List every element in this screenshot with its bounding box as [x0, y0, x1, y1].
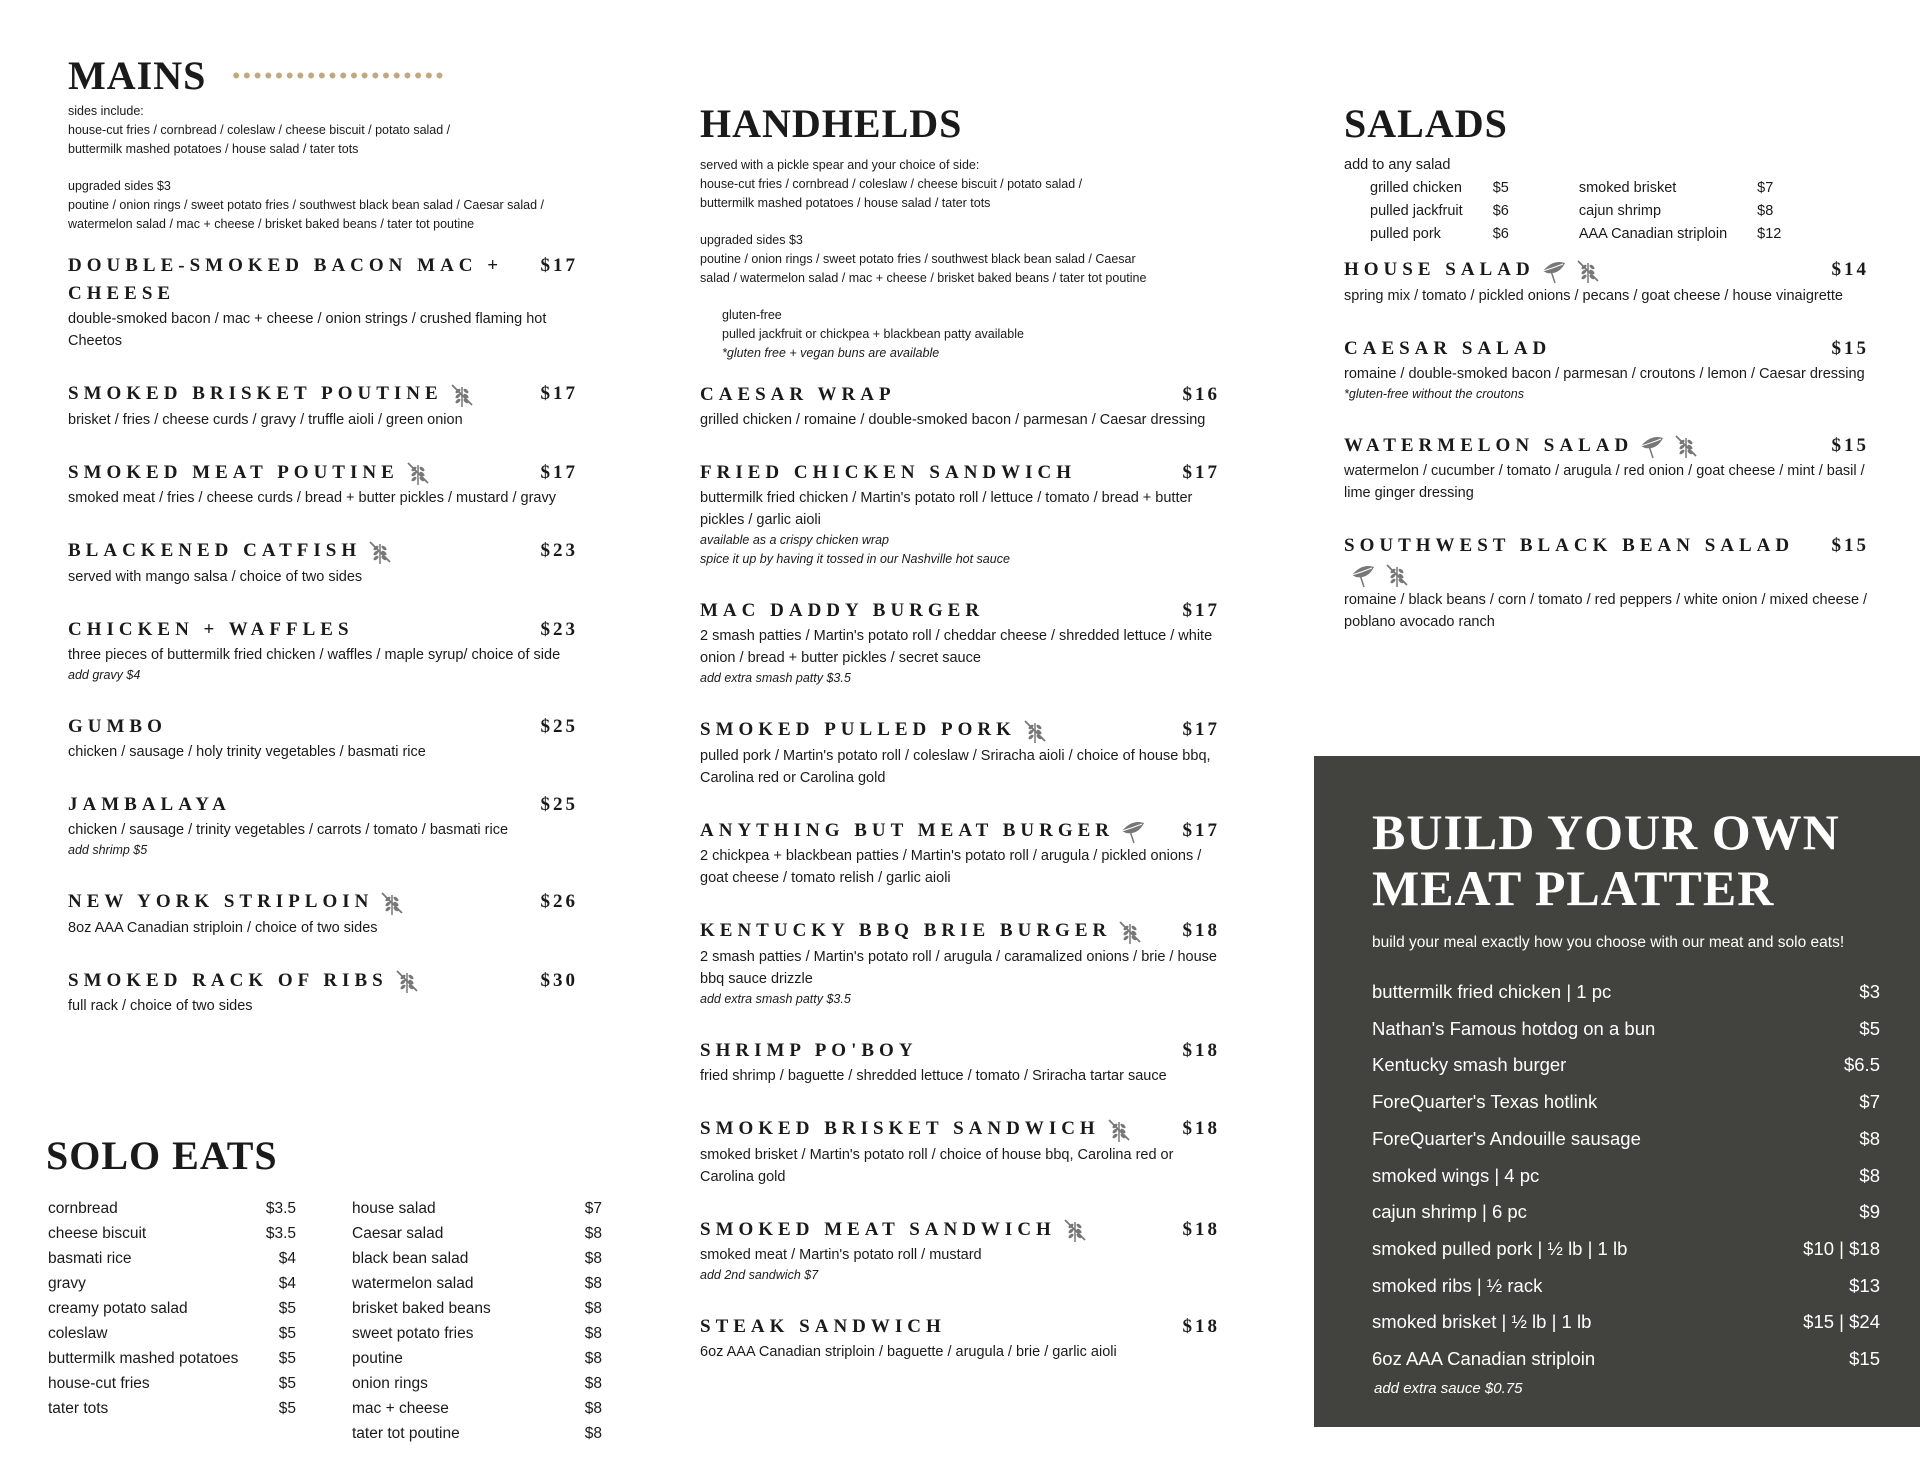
- sides-line: house-cut fries / cornbread / coleslaw / cheese biscuit / potato salad /: [68, 123, 451, 137]
- price-row: [1372, 1341, 1880, 1378]
- price-row: [1372, 974, 1880, 1011]
- item-name-row: [700, 1115, 1220, 1144]
- item-name: DOUBLE-SMOKED BACON MAC + CHEESE: [68, 255, 504, 304]
- price-row: [352, 1346, 602, 1371]
- item-note: add 2nd sandwich $7: [700, 1268, 819, 1283]
- addon-row: [1370, 200, 1811, 223]
- row-name: coleslaw: [48, 1325, 108, 1342]
- item-price: $17: [540, 461, 578, 483]
- gluten-free-icon: [392, 967, 422, 995]
- sides-label: served with a pickle spear and your choice of side:: [700, 158, 980, 172]
- item-name-row: [68, 967, 578, 996]
- platter-subtitle: build your meal exactly how you choose with our meat and solo eats!: [1372, 934, 1845, 951]
- row-price: $8: [1859, 1164, 1880, 1186]
- menu-item: [68, 616, 578, 685]
- row-price: $5: [278, 1325, 296, 1342]
- item-name: HOUSE SALAD: [1344, 259, 1535, 280]
- menu-item: [68, 380, 578, 431]
- row-name: Kentucky smash burger: [1372, 1054, 1567, 1076]
- row-name: smoked pulled pork | ½ lb | 1 lb: [1372, 1237, 1628, 1259]
- row-price: $8: [584, 1400, 602, 1417]
- price-row: [48, 1346, 296, 1371]
- solo-eats-right-list: [352, 1196, 602, 1446]
- price-row: [1372, 1194, 1880, 1231]
- row-price: $8: [584, 1425, 602, 1442]
- item-description: brisket / fries / cheese curds / gravy / truffle aioli / green onion: [68, 411, 463, 428]
- row-price: $8: [584, 1225, 602, 1242]
- row-name: watermelon salad: [352, 1275, 474, 1292]
- handhelds-section: [700, 101, 1220, 1391]
- item-name: CHICKEN + WAFFLES: [68, 618, 354, 640]
- row-price: $8: [584, 1350, 602, 1367]
- gluten-free-icon: [1115, 918, 1145, 946]
- sides-line: house-cut fries / cornbread / coleslaw / cheese biscuit / potato salad /: [700, 177, 1083, 191]
- item-name: FRIED CHICKEN SANDWICH: [700, 462, 1077, 483]
- menu-item: [700, 597, 1220, 688]
- item-name-row: [68, 537, 578, 566]
- item-price: $18: [1182, 1316, 1220, 1338]
- item-note: *gluten-free without the croutons: [1344, 386, 1524, 401]
- item-description: full rack / choice of two sides: [68, 998, 253, 1015]
- item-price: $18: [1182, 1117, 1220, 1139]
- item-price: $25: [540, 715, 578, 737]
- row-name: Nathan's Famous hotdog on a bun: [1372, 1017, 1656, 1039]
- item-name: STEAK SANDWICH: [700, 1316, 946, 1338]
- menu-item: [700, 1037, 1220, 1087]
- row-price: $5: [278, 1400, 296, 1417]
- item-name-row: [1344, 432, 1869, 461]
- item-name: KENTUCKY BBQ BRIE BURGER: [700, 920, 1112, 942]
- menu-item: [68, 537, 578, 588]
- salads-title: SALADS: [1344, 101, 1508, 146]
- salads-section: [1344, 101, 1874, 661]
- row-name: creamy potato salad: [48, 1300, 188, 1317]
- item-price: $18: [1182, 920, 1220, 942]
- item-name-row: [68, 713, 578, 741]
- gluten-free-icon: [365, 538, 395, 566]
- row-name: smoked wings | 4 pc: [1372, 1164, 1540, 1186]
- menu-item: [700, 716, 1220, 789]
- row-price: $4: [278, 1250, 296, 1267]
- gluten-free-icon: [1104, 1116, 1134, 1144]
- row-price: $7: [584, 1200, 602, 1217]
- row-price: $4: [278, 1275, 296, 1292]
- row-price: $3.5: [265, 1225, 296, 1242]
- row-price: $8: [584, 1300, 602, 1317]
- menu-item: [68, 252, 578, 352]
- menu-item: [700, 1313, 1220, 1363]
- menu-item: [700, 381, 1220, 431]
- addon-row: [1370, 177, 1811, 200]
- row-name: ForeQuarter's Texas hotlink: [1372, 1091, 1598, 1113]
- platter-item-list: [1372, 974, 1880, 1378]
- item-price: $17: [540, 383, 578, 404]
- item-note: add extra smash patty $3.5: [700, 671, 851, 685]
- solo-eats-section: [46, 1133, 646, 1442]
- item-price: $17: [540, 255, 578, 276]
- row-price: $9: [1859, 1201, 1880, 1223]
- row-price: $10 | $18: [1803, 1237, 1880, 1259]
- item-name-row: [700, 1216, 1220, 1245]
- gluten-free-note: *gluten free + vegan buns are available: [722, 346, 940, 360]
- menu-item: [68, 967, 578, 1018]
- price-row: [352, 1396, 602, 1421]
- item-name-row: [68, 791, 578, 819]
- price-row: [352, 1371, 602, 1396]
- menu-item: [700, 917, 1220, 1009]
- addons-table: [1370, 177, 1811, 246]
- item-price: $15: [1831, 535, 1869, 557]
- row-name: onion rings: [352, 1375, 428, 1392]
- item-name-row: [1344, 532, 1869, 589]
- row-price: $15 | $24: [1803, 1311, 1880, 1333]
- addon-name: cajun shrimp: [1578, 203, 1662, 219]
- row-price: $3: [1859, 981, 1880, 1002]
- item-name: SMOKED PULLED PORK: [700, 719, 1016, 740]
- item-name: SMOKED BRISKET SANDWICH: [700, 1117, 1100, 1139]
- item-name-row: [68, 380, 578, 409]
- item-name-row: [700, 716, 1220, 745]
- addon-price: $12: [1757, 226, 1782, 242]
- vegetarian-leaf-icon: [1348, 561, 1378, 589]
- price-row: [1372, 1084, 1880, 1121]
- gluten-free-icon: [1382, 561, 1412, 589]
- row-name: tater tots: [48, 1400, 109, 1417]
- solo-eats-title: SOLO EATS: [46, 1133, 278, 1178]
- platter-title: [1372, 804, 1840, 916]
- addon-name: smoked brisket: [1578, 180, 1677, 196]
- vegetarian-leaf-icon: [1539, 257, 1569, 285]
- menu-item: [1344, 256, 1869, 307]
- item-price: $17: [1182, 819, 1220, 841]
- handhelds-title: HANDHELDS: [700, 101, 963, 146]
- salads-item-list: [1344, 256, 1869, 633]
- price-row: [48, 1396, 296, 1421]
- item-description: chicken / sausage / trinity vegetables / carrots / tomato / basmati rice: [68, 821, 509, 838]
- row-name: buttermilk mashed potatoes: [48, 1350, 239, 1367]
- row-name: Caesar salad: [352, 1225, 444, 1242]
- price-row: [48, 1321, 296, 1346]
- item-name: SMOKED BRISKET POUTINE: [68, 383, 443, 404]
- item-price: $15: [1831, 337, 1869, 359]
- item-name-row: [700, 817, 1220, 846]
- item-name-row: [700, 917, 1220, 946]
- solo-eats-left-list: [48, 1196, 296, 1421]
- item-name: SHRIMP PO'BOY: [700, 1039, 918, 1061]
- price-row: [352, 1296, 602, 1321]
- item-description: 2 chickpea + blackbean patties / Martin's potato roll / arugula / pickled onions / goat cheese / tomato relish / garlic aioli: [700, 848, 1202, 887]
- price-row: [1372, 1304, 1880, 1341]
- item-name-row: [68, 888, 578, 917]
- row-name: poutine: [352, 1350, 403, 1367]
- item-price: $25: [540, 793, 578, 815]
- row-price: $5: [1859, 1017, 1880, 1039]
- upgraded-sides-line: salad / watermelon salad / mac + cheese / brisket baked beans / tater tot poutine: [700, 271, 1147, 285]
- item-name: CAESAR WRAP: [700, 384, 896, 405]
- item-description: chicken / sausage / holy trinity vegetables / basmati rice: [68, 743, 426, 760]
- price-row: [48, 1196, 296, 1221]
- row-name: sweet potato fries: [352, 1325, 474, 1342]
- row-price: $5: [278, 1350, 296, 1367]
- mains-title: MAINS: [68, 53, 207, 98]
- menu-item: [68, 459, 578, 510]
- decorative-dots: ••••••••••••••••••••: [232, 63, 447, 88]
- item-name: WATERMELON SALAD: [1344, 434, 1634, 456]
- item-name: ANYTHING BUT MEAT BURGER: [700, 819, 1115, 841]
- gluten-free-icon: [1573, 257, 1603, 285]
- menu-item: [700, 1216, 1220, 1286]
- item-description: romaine / black beans / corn / tomato / red peppers / white onion / mixed cheese / poblano avocado ranch: [1344, 591, 1868, 630]
- row-price: $8: [584, 1325, 602, 1342]
- item-price: $23: [540, 618, 578, 640]
- item-description: 6oz AAA Canadian striploin / baguette / arugula / brie / garlic aioli: [700, 1344, 1117, 1361]
- item-name-row: [1344, 256, 1869, 285]
- item-price: $17: [1182, 462, 1220, 483]
- item-description: grilled chicken / romaine / double-smoked bacon / parmesan / Caesar dressing: [700, 412, 1206, 428]
- price-row: [1372, 1268, 1880, 1305]
- addon-name: pulled jackfruit: [1370, 203, 1463, 219]
- item-price: $18: [1182, 1218, 1220, 1240]
- item-price: $30: [540, 969, 578, 991]
- item-name: GUMBO: [68, 715, 167, 737]
- row-name: ForeQuarter's Andouille sausage: [1372, 1127, 1641, 1149]
- gluten-free-icon: [403, 459, 433, 487]
- row-price: $5: [278, 1375, 296, 1392]
- item-price: $17: [1182, 719, 1220, 740]
- price-row: [48, 1221, 296, 1246]
- price-row: [1372, 1158, 1880, 1195]
- addon-name: grilled chicken: [1370, 180, 1462, 196]
- row-name: house salad: [352, 1200, 436, 1217]
- item-description: smoked meat / fries / cheese curds / bread + butter pickles / mustard / gravy: [68, 490, 556, 507]
- item-name: JAMBALAYA: [68, 793, 231, 815]
- item-description: three pieces of buttermilk fried chicken / waffles / maple syrup/ choice of side: [68, 646, 561, 663]
- price-row: [1372, 1047, 1880, 1084]
- handhelds-item-list: [700, 381, 1220, 1363]
- row-price: $8: [1859, 1127, 1880, 1149]
- row-name: brisket baked beans: [352, 1300, 491, 1317]
- price-row: [1372, 1231, 1880, 1268]
- row-name: house-cut fries: [48, 1375, 150, 1392]
- row-name: tater tot poutine: [352, 1425, 460, 1442]
- item-description: buttermilk fried chicken / Martin's potato roll / lettuce / tomato / bread + butter pickles / garlic aioli: [700, 490, 1193, 528]
- row-name: mac + cheese: [352, 1400, 449, 1417]
- item-note: add shrimp $5: [68, 842, 148, 857]
- item-description: double-smoked bacon / mac + cheese / onion strings / crushed flaming hot Cheetos: [68, 311, 547, 349]
- gluten-free-icon: [1060, 1216, 1090, 1244]
- upgraded-sides-label: upgraded sides $3: [700, 233, 803, 247]
- item-name: SMOKED RACK OF RIBS: [68, 969, 388, 991]
- item-name-row: [1344, 335, 1869, 363]
- row-name: gravy: [48, 1275, 86, 1292]
- addon-name: pulled pork: [1370, 226, 1441, 242]
- price-row: [352, 1421, 602, 1446]
- menu-item: [700, 459, 1220, 569]
- item-name-row: [68, 459, 578, 488]
- addons-label: add to any salad: [1344, 157, 1451, 173]
- menu-item: [1344, 532, 1869, 633]
- item-name: SMOKED MEAT POUTINE: [68, 461, 399, 483]
- menu-item: [1344, 432, 1869, 505]
- mains-item-list: [68, 252, 578, 1017]
- item-price: $17: [1182, 600, 1220, 621]
- row-name: cheese biscuit: [48, 1225, 147, 1242]
- addon-price: $6: [1492, 226, 1509, 242]
- row-name: cajun shrimp | 6 pc: [1372, 1201, 1527, 1223]
- row-price: $3.5: [265, 1200, 296, 1217]
- vegetarian-leaf-icon: [1637, 432, 1667, 460]
- item-name: BLACKENED CATFISH: [68, 540, 362, 562]
- item-name-row: [700, 1313, 1220, 1341]
- gluten-free-icon: [377, 889, 407, 917]
- item-note: add gravy $4: [68, 667, 141, 682]
- item-description: 2 smash patties / Martin's potato roll / arugula / caramalized onions / brie / house bbq sauce drizzle: [700, 948, 1217, 987]
- row-price: $13: [1849, 1274, 1880, 1296]
- vegetarian-leaf-icon: [1118, 817, 1148, 845]
- price-row: [48, 1271, 296, 1296]
- row-price: $8: [584, 1250, 602, 1267]
- upgraded-sides-line: watermelon salad / mac + cheese / brisket baked beans / tater tot poutine: [68, 217, 475, 231]
- item-price: $26: [540, 890, 578, 912]
- upgraded-sides-line: poutine / onion rings / sweet potato fries / southwest black bean salad / Caesar: [700, 252, 1136, 266]
- item-price: $23: [540, 540, 578, 562]
- row-name: 6oz AAA Canadian striploin: [1372, 1348, 1596, 1370]
- item-name-row: [68, 252, 578, 308]
- sides-line: buttermilk mashed potatoes / house salad / tater tots: [700, 196, 991, 210]
- item-description: smoked meat / Martin's potato roll / mustard: [700, 1247, 982, 1264]
- salad-addons: [1344, 154, 1874, 246]
- addon-row: [1370, 223, 1811, 246]
- item-name-row: [68, 616, 578, 644]
- price-row: [352, 1246, 602, 1271]
- item-name-row: [700, 597, 1220, 625]
- item-price: $16: [1182, 384, 1220, 405]
- item-name: SOUTHWEST BLACK BEAN SALAD: [1344, 535, 1795, 557]
- sides-line: buttermilk mashed potatoes / house salad / tater tots: [68, 142, 359, 156]
- gluten-free-icon: [447, 381, 477, 409]
- mains-section: [68, 53, 588, 1045]
- addon-price: $6: [1492, 203, 1509, 219]
- platter-title-line: MEAT PLATTER: [1372, 860, 1775, 916]
- menu-item: [68, 791, 578, 860]
- meat-platter-panel: [1314, 756, 1920, 1427]
- item-name-row: [700, 459, 1220, 487]
- price-row: [48, 1296, 296, 1321]
- item-description: smoked brisket / Martin's potato roll / choice of house bbq, Carolina red or Carolina gold: [700, 1146, 1174, 1185]
- row-name: smoked ribs | ½ rack: [1372, 1274, 1543, 1296]
- price-row: [1372, 1011, 1880, 1048]
- price-row: [352, 1321, 602, 1346]
- item-note: add extra smash patty $3.5: [700, 991, 851, 1006]
- menu-item: [68, 888, 578, 939]
- gluten-free-label: gluten-free: [722, 308, 782, 322]
- price-row: [48, 1371, 296, 1396]
- row-name: cornbread: [48, 1200, 118, 1217]
- price-row: [1372, 1121, 1880, 1158]
- menu-item: [1344, 335, 1869, 404]
- item-description: romaine / double-smoked bacon / parmesan / croutons / lemon / Caesar dressing: [1344, 365, 1865, 382]
- addon-price: $5: [1492, 180, 1509, 196]
- row-price: $5: [278, 1300, 296, 1317]
- item-description: fried shrimp / baguette / shredded lettuce / tomato / Sriracha tartar sauce: [700, 1067, 1167, 1084]
- addon-price: $8: [1757, 203, 1774, 219]
- addon-price: $7: [1757, 180, 1774, 196]
- price-row: [352, 1196, 602, 1221]
- item-name: MAC DADDY BURGER: [700, 600, 985, 621]
- platter-title-line: BUILD YOUR OWN: [1372, 804, 1840, 860]
- item-description: 2 smash patties / Martin's potato roll / cheddar cheese / shredded lettuce / white onion / bread + butter pickles / secret sauce: [700, 628, 1213, 666]
- item-name: NEW YORK STRIPLOIN: [68, 890, 374, 912]
- menu-item: [700, 817, 1220, 890]
- row-price: $15: [1849, 1348, 1880, 1370]
- item-description: spring mix / tomato / pickled onions / pecans / goat cheese / house vinaigrette: [1344, 287, 1843, 304]
- gluten-free-line: pulled jackfruit or chickpea + blackbean patty available: [722, 327, 1024, 341]
- upgraded-sides-label: upgraded sides $3: [68, 179, 171, 193]
- gluten-free-icon: [1020, 717, 1050, 745]
- mains-sides-info: [68, 102, 588, 234]
- menu-item: [700, 1115, 1220, 1188]
- sides-label: sides include:: [68, 104, 144, 118]
- gluten-free-icon: [1671, 432, 1701, 460]
- row-name: buttermilk fried chicken | 1 pc: [1372, 981, 1612, 1002]
- price-row: [352, 1221, 602, 1246]
- item-name: CAESAR SALAD: [1344, 337, 1552, 359]
- item-note: spice it up by having it tossed in our Nashville hot sauce: [700, 552, 1010, 566]
- upgraded-sides-line: poutine / onion rings / sweet potato fries / southwest black bean salad / Caesar salad /: [68, 198, 544, 212]
- row-name: black bean salad: [352, 1250, 469, 1267]
- item-description: watermelon / cucumber / tomato / arugula / red onion / goat cheese / mint / basil / lime ginger dressing: [1344, 463, 1865, 502]
- item-name-row: [700, 1037, 1220, 1065]
- item-price: $18: [1182, 1039, 1220, 1061]
- row-name: basmati rice: [48, 1250, 132, 1267]
- handhelds-sides-info: [700, 156, 1220, 363]
- row-price: $8: [584, 1275, 602, 1292]
- price-row: [48, 1246, 296, 1271]
- row-name: smoked brisket | ½ lb | 1 lb: [1372, 1311, 1592, 1333]
- item-description: pulled pork / Martin's potato roll / coleslaw / Sriracha aioli / choice of house bbq, Carolina red or Carolina gold: [700, 747, 1211, 786]
- row-price: $6.5: [1843, 1054, 1880, 1076]
- platter-note: add extra sauce $0.75: [1374, 1380, 1523, 1397]
- item-description: served with mango salsa / choice of two sides: [68, 568, 363, 585]
- item-name: SMOKED MEAT SANDWICH: [700, 1218, 1056, 1240]
- price-row: [352, 1271, 602, 1296]
- row-price: $8: [584, 1375, 602, 1392]
- addon-name: AAA Canadian striploin: [1578, 226, 1728, 242]
- menu-item: [68, 713, 578, 763]
- item-price: $15: [1831, 434, 1869, 456]
- item-note: available as a crispy chicken wrap: [700, 533, 889, 547]
- row-price: $7: [1859, 1091, 1880, 1113]
- item-description: 8oz AAA Canadian striploin / choice of two sides: [68, 919, 378, 936]
- item-price: $14: [1831, 259, 1869, 280]
- item-name-row: [700, 381, 1220, 409]
